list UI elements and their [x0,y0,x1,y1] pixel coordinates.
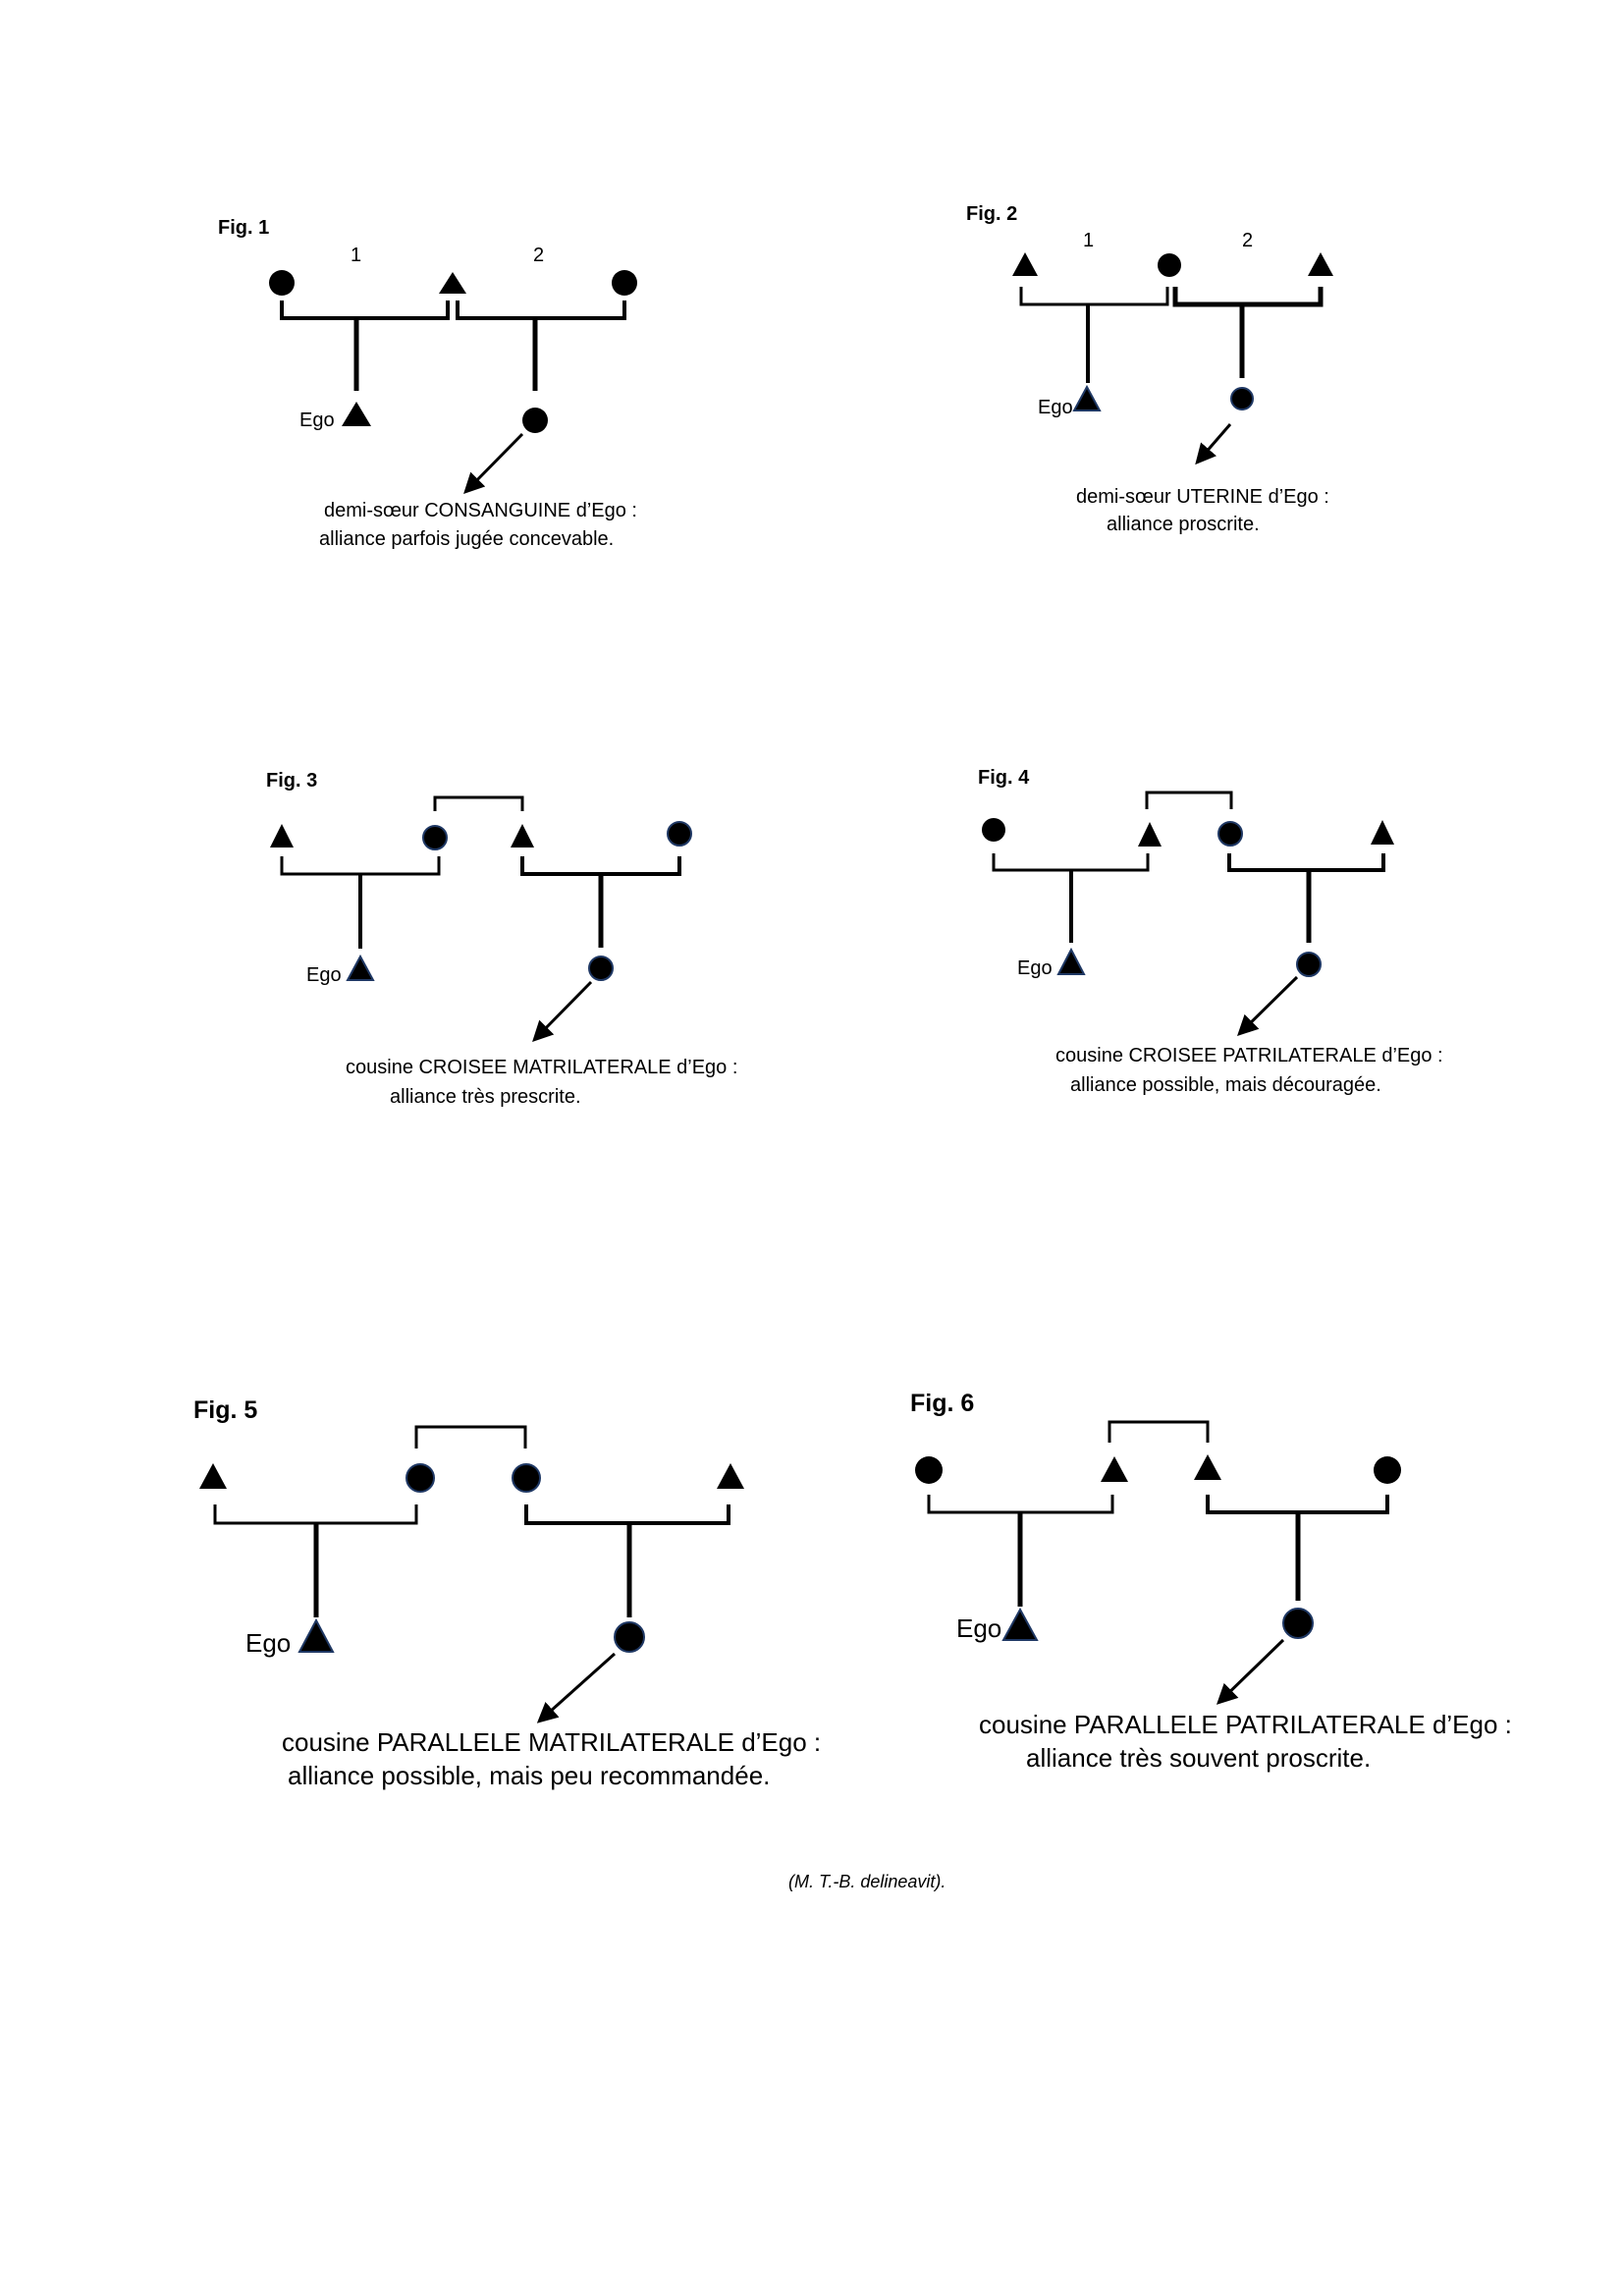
fig3-caption-line-2: alliance très prescrite. [390,1086,581,1108]
fig6-marriage-bracket-left [929,1495,1112,1512]
fig5-uncle-in-law-triangle-icon [717,1463,744,1489]
fig6-ego-triangle-icon [1003,1610,1037,1640]
fig5-marriage-bracket-right [526,1504,729,1523]
fig3-marriage-bracket-right [522,856,679,874]
fig4-ego-label: Ego [1017,957,1053,979]
fig1-caption-line-2: alliance parfois jugée concevable. [319,528,615,550]
figure-2-label: Fig. 2 [966,203,1018,225]
fig1-ego-triangle-icon [342,402,371,426]
fig2-ego-label: Ego [1038,397,1073,418]
fig4-cousin-circle-icon [1297,953,1321,976]
fig2-marriage-bracket-1 [1021,287,1167,304]
fig5-cousin-circle-icon [615,1622,644,1652]
figure-4 [978,767,1443,1096]
fig6-aunt-in-law-circle-icon [1374,1456,1401,1484]
fig2-ego-triangle-icon [1074,387,1100,410]
fig3-aunt-circle-icon [668,822,691,846]
fig5-arrow [540,1654,615,1721]
fig3-ego-label: Ego [306,964,342,986]
figure-3 [266,770,737,1108]
figure-1 [218,217,637,550]
fig3-cousin-circle-icon [589,957,613,980]
fig2-caption-line-1: demi-sœur UTERINE d’Ego : [1076,486,1329,508]
figure-2-generation-1-label: 1 [1083,230,1095,251]
fig3-ego-triangle-icon [348,957,373,980]
fig1-second-wife-circle-icon [612,270,637,296]
fig4-mother-circle-icon [982,818,1005,842]
fig4-caption-line-2: alliance possible, mais découragée. [1070,1074,1381,1096]
fig1-ego-label: Ego [299,410,335,431]
fig5-sibling-bracket [416,1427,525,1449]
fig5-mother-circle-icon [406,1464,434,1492]
fig6-uncle-triangle-icon [1194,1454,1221,1480]
fig1-father-triangle-icon [439,272,466,294]
fig4-caption-line-1: cousine CROISEE PATRILATERALE d’Ego : [1055,1045,1443,1066]
fig1-mother-circle-icon [269,270,295,296]
fig1-marriage-bracket-2 [458,301,624,318]
fig5-ego-label: Ego [245,1628,292,1658]
fig3-father-triangle-icon [270,824,294,847]
fig4-sibling-bracket [1147,793,1231,809]
fig3-caption-line-1: cousine CROISEE MATRILATERALE d’Ego : [346,1057,738,1078]
fig1-half-sister-circle-icon [522,408,548,433]
fig6-ego-label: Ego [956,1613,1002,1643]
fig5-father-triangle-icon [199,1463,227,1489]
fig2-second-husband-triangle-icon [1308,252,1333,276]
fig1-marriage-bracket-1 [282,301,448,318]
fig3-mother-circle-icon [423,826,447,849]
fig4-ego-triangle-icon [1058,950,1084,974]
fig6-marriage-bracket-right [1208,1495,1387,1512]
fig6-father-triangle-icon [1101,1456,1128,1482]
fig4-uncle-in-law-triangle-icon [1371,820,1394,845]
fig3-uncle-triangle-icon [511,824,534,847]
fig2-half-sister-circle-icon [1231,388,1253,410]
fig5-ego-triangle-icon [299,1620,333,1652]
fig2-mother-circle-icon [1158,253,1181,277]
fig5-caption-line-2: alliance possible, mais peu recommandée. [288,1761,771,1790]
figure-6-label: Fig. 6 [910,1390,975,1417]
figure-5 [193,1396,821,1790]
figure-5-label: Fig. 5 [193,1396,258,1424]
figure-2-generation-2-label: 2 [1242,230,1254,251]
figure-1-generation-2-label: 2 [533,245,545,266]
fig3-marriage-bracket-left [282,856,439,874]
figure-2 [966,203,1333,535]
fig2-arrow [1198,424,1230,462]
credit-line: (M. T.-B. delineavit). [788,1872,946,1891]
fig5-caption-line-1: cousine PARALLELE MATRILATERALE d’Ego : [282,1727,822,1757]
figure-1-label: Fig. 1 [218,217,270,239]
fig6-caption-line-2: alliance très souvent proscrite. [1026,1743,1372,1773]
fig4-arrow [1240,977,1297,1033]
fig6-mother-circle-icon [915,1456,943,1484]
fig6-cousin-circle-icon [1283,1609,1313,1638]
fig2-first-husband-triangle-icon [1012,252,1038,276]
figure-3-label: Fig. 3 [266,770,318,792]
fig4-father-triangle-icon [1138,822,1162,847]
fig6-caption-line-1: cousine PARALLELE PATRILATERALE d’Ego : [979,1710,1512,1739]
fig4-marriage-bracket-right [1229,853,1383,870]
fig5-aunt-circle-icon [513,1464,540,1492]
fig6-arrow [1219,1640,1283,1702]
figure-6 [910,1390,1512,1773]
fig2-marriage-bracket-2 [1175,287,1321,304]
fig4-marriage-bracket-left [994,853,1148,870]
fig1-caption-line-1: demi-sœur CONSANGUINE d’Ego : [324,500,637,521]
fig6-sibling-bracket [1109,1422,1208,1443]
fig1-arrow [466,434,522,491]
fig3-arrow [535,982,591,1039]
fig3-sibling-bracket [435,797,522,811]
figure-4-label: Fig. 4 [978,767,1030,789]
fig4-aunt-circle-icon [1218,822,1242,846]
fig5-marriage-bracket-left [215,1504,416,1523]
fig2-caption-line-2: alliance proscrite. [1107,514,1260,535]
figure-1-generation-1-label: 1 [351,245,362,266]
